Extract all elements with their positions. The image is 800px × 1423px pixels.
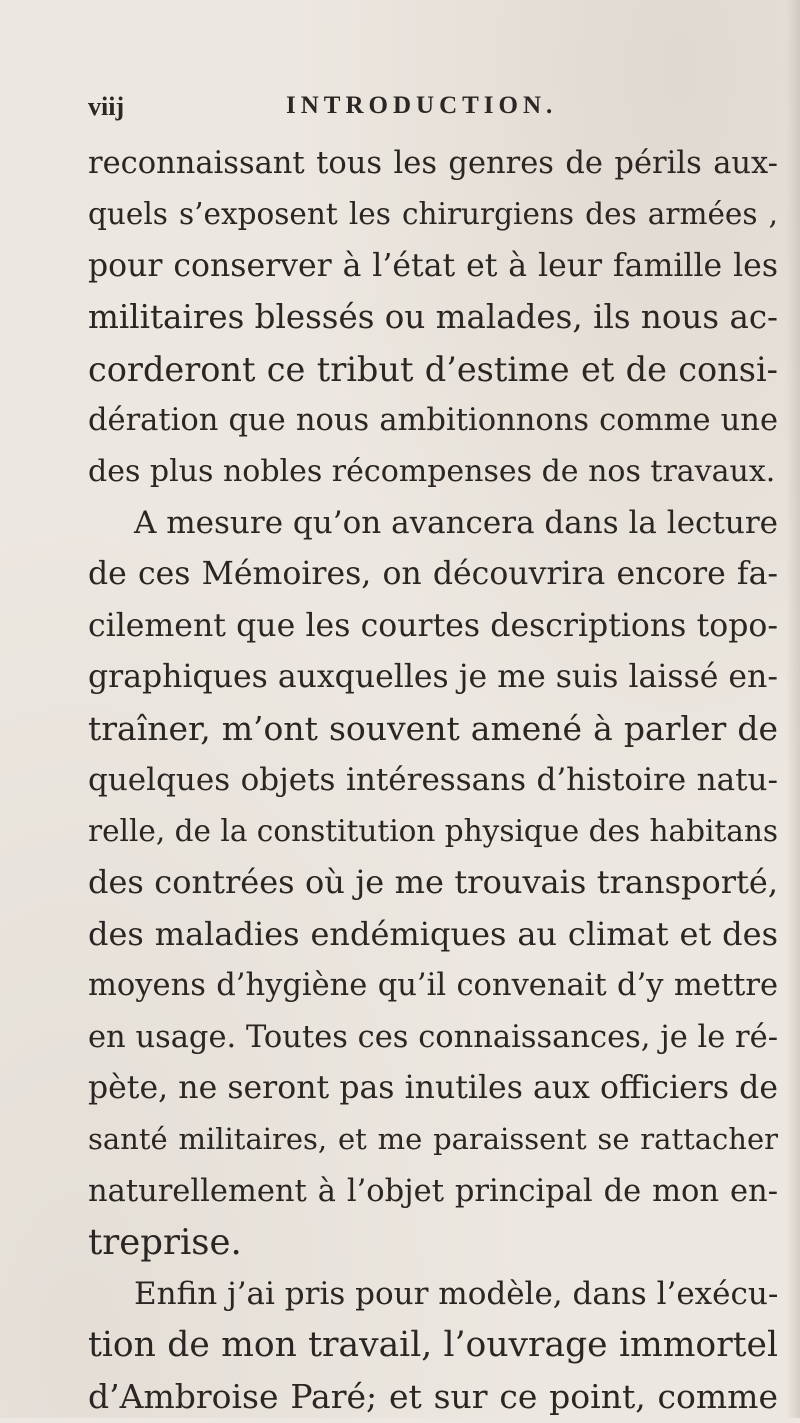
text-line: treprise. — [88, 1222, 242, 1264]
header-title: INTRODUCTION. — [286, 92, 558, 119]
text-line: tion de mon travail, l’ouvrage immortel — [88, 1324, 778, 1365]
text-line: traîner, m’ont souvent amené à parler de — [88, 709, 778, 749]
text-line: quels s’exposent les chirurgiens des armées , — [88, 197, 778, 232]
page-number: viij — [88, 92, 125, 121]
text-line: relle, de la constitution physique des habitans — [88, 814, 778, 849]
text-line: quelques objets intéressans d’histoire natu- — [88, 761, 778, 798]
text-line: de ces Mémoires, on découvrira encore fa- — [88, 556, 778, 593]
text-line: cilement que les courtes descriptions topo- — [88, 607, 778, 644]
page-edge-shadow — [786, 0, 800, 1418]
text-line: dération que nous ambitionnons comme une — [88, 402, 778, 438]
text-line: santé militaires, et me paraissent se rattacher — [88, 1122, 778, 1157]
text-line: des plus nobles récompenses de nos travaux. — [88, 454, 776, 490]
text-line: en usage. Toutes ces connaissances, je le ré- — [88, 1019, 778, 1055]
text-line: pète, ne seront pas inutiles aux officiers de — [88, 1070, 778, 1107]
text-line: des maladies endémiques au climat et des — [88, 914, 778, 953]
text-line: moyens d’hygiène qu’il convenait d’y mettre — [88, 968, 778, 1004]
text-line: pour conserver à l’état et à leur famille les — [88, 247, 778, 284]
text-line: A mesure qu’on avancera dans la lecture — [134, 504, 778, 541]
running-head — [88, 92, 768, 132]
text-line: graphiques auxquelles je me suis laissé en- — [88, 658, 778, 695]
text-line: des contrées où je me trouvais transporté, — [88, 863, 778, 902]
text-line: corderont ce tribut d’estime et de consi- — [88, 349, 778, 389]
text-line: militaires blessés ou malades, ils nous ac- — [88, 298, 778, 337]
text-line: Enfin j’ai pris pour modèle, dans l’exécu- — [134, 1275, 779, 1312]
body-text — [88, 138, 778, 1423]
text-line: reconnaissant tous les genres de périls aux- — [88, 146, 778, 181]
text-line: naturellement à l’objet principal de mon en- — [88, 1173, 778, 1209]
text-line: d’Ambroise Paré; et sur ce point, comme — [88, 1377, 778, 1417]
